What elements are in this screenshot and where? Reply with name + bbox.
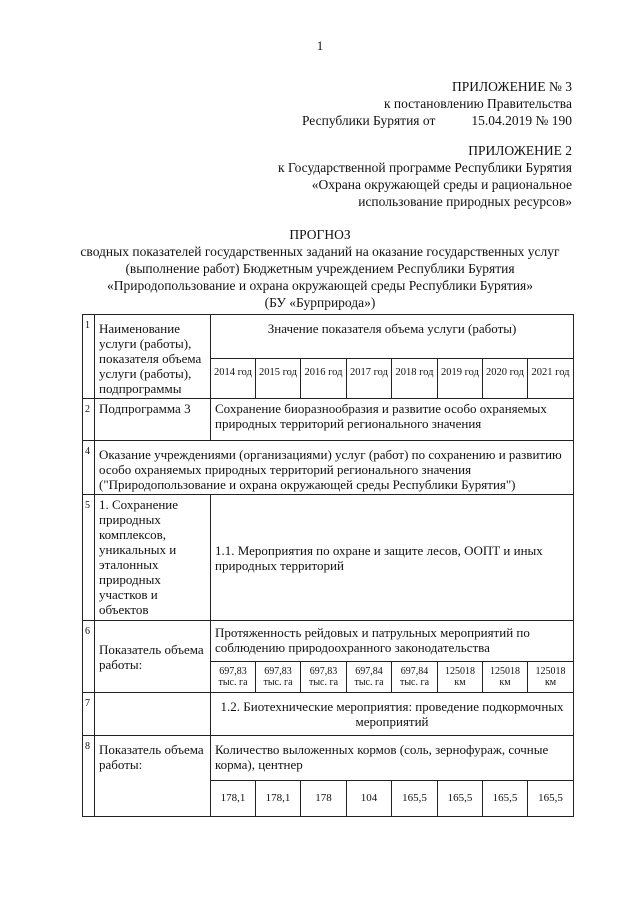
subprogram-text: Сохранение биоразнообразия и развитие особо охраняемых природных территорий регионального значения bbox=[211, 399, 574, 441]
indicator-name: Показатель объема работы: bbox=[95, 621, 211, 693]
header-name-column: Наименование услуги (работы), показателя объема услуги (работы), подпрограммы bbox=[95, 315, 211, 399]
value-cell: 125018 км bbox=[483, 662, 528, 693]
value-cell: 104 bbox=[347, 781, 392, 817]
value-cell: 697,84 тыс. га bbox=[392, 662, 438, 693]
row-number: 8 bbox=[83, 736, 95, 817]
service-text: Оказание учреждениями (организациями) услуг (работ) по сохранению и развитию особо охраняемых природных территорий регионального значения ("Природопользование и охрана окружающей среды Республики Бурятия") bbox=[95, 441, 574, 495]
year-cell: 2020 год bbox=[483, 359, 528, 399]
year-cell: 2021 год bbox=[528, 359, 574, 399]
page-number: 1 bbox=[316, 38, 324, 53]
value-cell: 165,5 bbox=[392, 781, 438, 817]
activity-text: 1.1. Мероприятия по охране и защите лесов, ООПТ и иных природных территорий bbox=[211, 495, 574, 621]
row-number: 7 bbox=[83, 693, 95, 736]
table-row bbox=[83, 736, 574, 781]
biotech-text: 1.2. Биотехнические мероприятия: проведение подкормочных мероприятий bbox=[211, 693, 574, 736]
title-heading: ПРОГНОЗ bbox=[289, 227, 351, 242]
empty-cell bbox=[95, 693, 211, 736]
value-cell: 178 bbox=[301, 781, 347, 817]
appendix-3-title: ПРИЛОЖЕНИЕ № 3 bbox=[451, 79, 572, 94]
value-cell: 697,84 тыс. га bbox=[347, 662, 392, 693]
row-number: 1 bbox=[83, 315, 95, 399]
table-row bbox=[83, 441, 574, 495]
subprogram-name: Подпрограмма 3 bbox=[95, 399, 211, 441]
indicator-text: Протяженность рейдовых и патрульных мероприятий по соблюдению природоохранного законодательства bbox=[211, 621, 574, 662]
value-cell: 178,1 bbox=[256, 781, 301, 817]
value-cell: 125018 км bbox=[438, 662, 483, 693]
year-cell: 2016 год bbox=[301, 359, 347, 399]
indicator-name: Показатель объема работы: bbox=[95, 736, 211, 817]
value-cell: 165,5 bbox=[483, 781, 528, 817]
title-line-4: (БУ «Бурприрода») bbox=[264, 295, 376, 310]
year-cell: 2015 год bbox=[256, 359, 301, 399]
value-cell: 697,83 тыс. га bbox=[301, 662, 347, 693]
row-number: 5 bbox=[83, 495, 95, 621]
value-cell: 125018 км bbox=[528, 662, 574, 693]
table-row bbox=[83, 399, 574, 441]
value-cell: 697,83 тыс. га bbox=[211, 662, 256, 693]
title-line-2: (выполнение работ) Бюджетным учреждением Республики Бурятия bbox=[125, 261, 515, 276]
year-cell: 2019 год bbox=[438, 359, 483, 399]
appendix-2-program-name-2: использование природных ресурсов» bbox=[358, 194, 572, 209]
appendix-2-header bbox=[278, 142, 572, 210]
row-number: 6 bbox=[83, 621, 95, 693]
appendix-3-date-line bbox=[302, 112, 572, 129]
row-number: 2 bbox=[83, 399, 95, 441]
year-cell: 2014 год bbox=[211, 359, 256, 399]
document-title bbox=[60, 226, 580, 311]
value-cell: 165,5 bbox=[528, 781, 574, 817]
activity-name: 1. Сохранение природных комплексов, уникальных и эталонных природных участков и объектов bbox=[95, 495, 211, 621]
indicator-text: Количество выложенных кормов (соль, зернофураж, сочные корма), центнер bbox=[211, 736, 574, 781]
appendix-3-decree: к постановлению Правительства bbox=[383, 96, 572, 111]
title-line-1: сводных показателей государственных заданий на оказание государственных услуг bbox=[80, 244, 560, 259]
appendix-2-title: ПРИЛОЖЕНИЕ 2 bbox=[468, 143, 572, 158]
header-value-column: Значение показателя объема услуги (работы) bbox=[211, 315, 574, 359]
appendix-3-republic: Республики Бурятия от bbox=[301, 113, 436, 128]
table-row bbox=[83, 693, 574, 736]
appendix-2-program: к Государственной программе Республики Бурятия bbox=[278, 160, 572, 175]
title-line-3: «Природопользование и охрана окружающей среды Республики Бурятия» bbox=[106, 278, 534, 293]
appendix-3-date: 15.04.2019 № 190 bbox=[471, 113, 572, 128]
table-row bbox=[83, 315, 574, 359]
row-number: 4 bbox=[83, 441, 95, 495]
value-cell: 165,5 bbox=[438, 781, 483, 817]
year-cell: 2017 год bbox=[347, 359, 392, 399]
value-cell: 178,1 bbox=[211, 781, 256, 817]
appendix-2-program-name-1: «Охрана окружающей среды и рациональное bbox=[311, 177, 572, 192]
table-row bbox=[83, 621, 574, 662]
forecast-table bbox=[82, 314, 574, 817]
value-cell: 697,83 тыс. га bbox=[256, 662, 301, 693]
appendix-3-header bbox=[302, 78, 572, 129]
year-cell: 2018 год bbox=[392, 359, 438, 399]
table-row bbox=[83, 495, 574, 621]
